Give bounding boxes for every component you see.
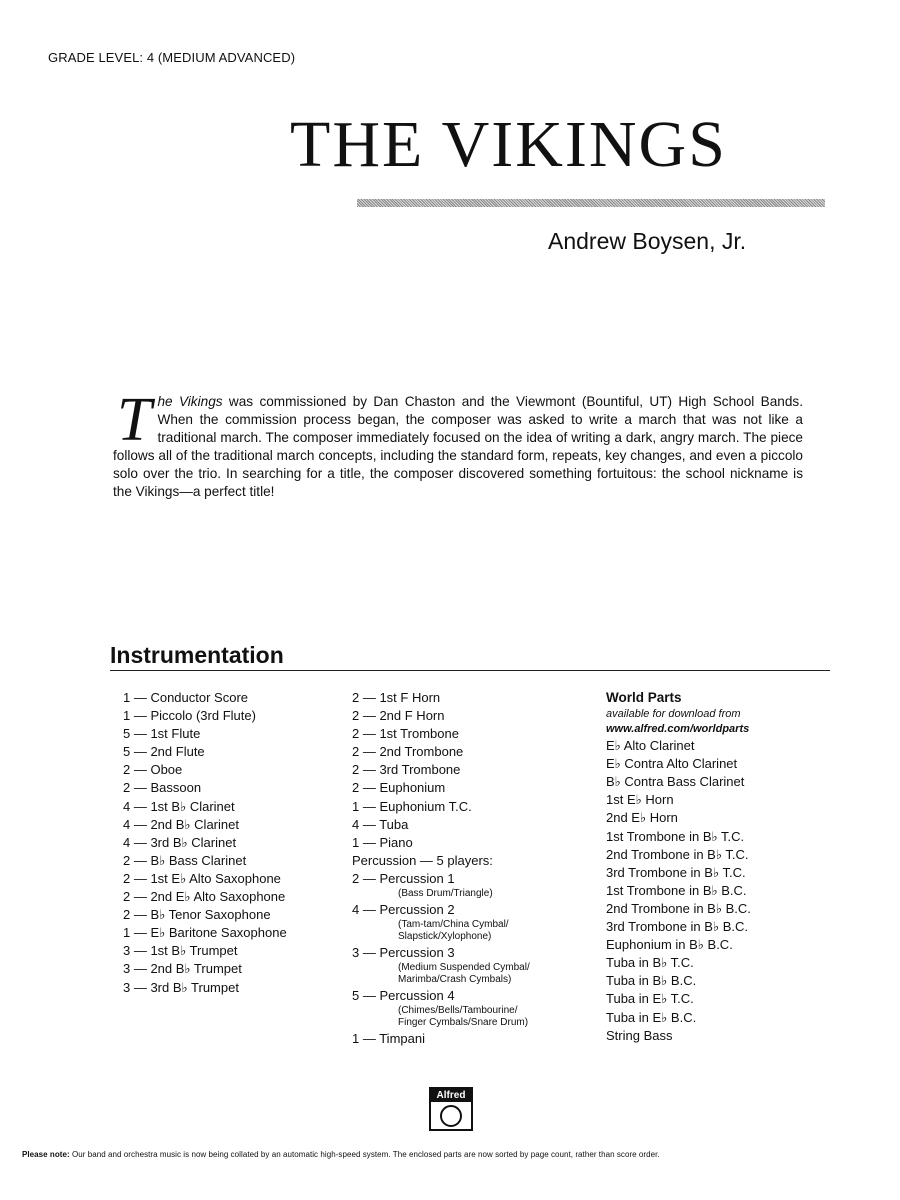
world-part-item: B♭ Contra Bass Clarinet: [606, 774, 745, 790]
program-notes: [113, 386, 803, 502]
world-part-item: Tuba in B♭ T.C.: [606, 955, 694, 971]
world-part-item: 1st E♭ Horn: [606, 792, 674, 808]
world-part-item: 2nd E♭ Horn: [606, 810, 678, 826]
world-parts-link[interactable]: www.alfred.com/worldparts: [606, 723, 750, 736]
world-part-item: 1st Trombone in B♭ T.C.: [606, 828, 745, 844]
instrument-item: 5 — Percussion 4: [352, 987, 455, 1003]
instrument-item: 2 — Percussion 1: [352, 870, 455, 886]
instrument-detail: (Tam-tam/China Cymbal/: [398, 918, 509, 930]
world-part-item: Tuba in B♭ B.C.: [606, 973, 697, 989]
instrument-item: 2 — 2nd F Horn: [352, 708, 445, 724]
instrument-item: 4 — Tuba: [352, 816, 409, 832]
world-part-item: Tuba in E♭ B.C.: [606, 1009, 697, 1025]
instrument-detail: Marimba/Crash Cymbals): [398, 974, 512, 986]
composer-name: Andrew Boysen, Jr.: [548, 228, 747, 254]
instrumentation-divider: [110, 670, 830, 671]
instrument-item: 3 — 3rd B♭ Trumpet: [123, 979, 239, 995]
instrument-item: Percussion — 5 players:: [352, 852, 493, 868]
world-part-item: E♭ Contra Alto Clarinet: [606, 756, 738, 772]
instrument-list-column-2: [352, 689, 530, 1048]
world-part-item: 3rd Trombone in B♭ T.C.: [606, 864, 746, 880]
instrument-detail: (Bass Drum/Triangle): [398, 888, 493, 900]
instrument-item: 2 — Euphonium: [352, 780, 446, 796]
instrument-item: 4 — Percussion 2: [352, 901, 455, 917]
instrument-item: 1 — Piccolo (3rd Flute): [123, 708, 256, 724]
instrument-item: 2 — B♭ Tenor Saxophone: [123, 907, 271, 923]
instrument-item: 5 — 1st Flute: [123, 726, 201, 742]
instrument-detail: (Medium Suspended Cymbal/: [398, 961, 530, 973]
world-part-item: 2nd Trombone in B♭ T.C.: [606, 846, 749, 862]
instrument-item: 4 — 2nd B♭ Clarinet: [123, 816, 239, 832]
instrument-item: 3 — Percussion 3: [352, 944, 455, 960]
instrument-item: 3 — 2nd B♭ Trumpet: [123, 961, 242, 977]
world-part-item: E♭ Alto Clarinet: [606, 738, 695, 754]
note-text: Our band and orchestra music is now being collated by an automatic high-speed system. The enclosed parts are now sorted by page count, rather than score order.: [69, 1150, 660, 1159]
instrument-item: 2 — 2nd Trombone: [352, 744, 464, 760]
world-part-item: 1st Trombone in B♭ B.C.: [606, 882, 747, 898]
collation-note: [22, 1150, 877, 1159]
instrument-item: 2 — 1st F Horn: [352, 690, 441, 705]
world-parts-subtitle: available for download from: [606, 708, 741, 721]
drop-cap: T: [117, 386, 152, 454]
alfred-logo-circle-icon: [440, 1105, 462, 1127]
instrument-item: 1 — Piano: [352, 834, 413, 850]
program-notes-text: was commissioned by Dan Chaston and the Viewmont (Bountiful, UT) High School Bands. When the commission process began, the composer was asked to write a march that was not like a traditional march. The composer immediately focused on the idea of writing a dark, angry march. The piece follows all of the traditional march concepts, including the standard form, repeats, key changes, and even a piccolo solo over the trio. In searching for a title, the composer discovered something fortuitous: the school nickname is the Vikings—a perfect title!: [113, 394, 803, 500]
instrument-detail: (Chimes/Bells/Tambourine/: [398, 1004, 518, 1016]
world-part-item: 3rd Trombone in B♭ B.C.: [606, 919, 748, 935]
page-title: THE VIKINGS: [290, 108, 727, 181]
instrument-item: 1 — E♭ Baritone Saxophone: [123, 925, 287, 941]
instrument-item: 1 — Timpani: [352, 1030, 425, 1046]
title-divider: [357, 199, 825, 207]
note-label: Please note:: [22, 1150, 70, 1159]
world-parts-column: [606, 689, 751, 1045]
italic-title: he Vikings: [157, 394, 223, 409]
alfred-logo-text: Alfred: [431, 1089, 471, 1102]
instrument-item: 4 — 1st B♭ Clarinet: [123, 798, 235, 814]
alfred-logo: [429, 1087, 473, 1131]
instrumentation-heading: Instrumentation: [110, 642, 284, 668]
instrument-detail: Finger Cymbals/Snare Drum): [398, 1017, 529, 1029]
instrument-item: 2 — Bassoon: [123, 780, 202, 796]
instrument-item: 2 — 1st E♭ Alto Saxophone: [123, 870, 281, 886]
world-part-item: Euphonium in B♭ B.C.: [606, 937, 733, 953]
instrument-item: 5 — 2nd Flute: [123, 744, 205, 760]
instrument-list-column-1: [123, 689, 287, 997]
instrument-item: 2 — B♭ Bass Clarinet: [123, 852, 247, 868]
world-parts-title: World Parts: [606, 690, 682, 705]
world-part-item: Tuba in E♭ T.C.: [606, 991, 694, 1007]
world-part-item: String Bass: [606, 1027, 673, 1043]
world-part-item: 2nd Trombone in B♭ B.C.: [606, 900, 751, 916]
instrument-detail: Slapstick/Xylophone): [398, 931, 492, 943]
grade-level: GRADE LEVEL: 4 (MEDIUM ADVANCED): [48, 50, 296, 65]
instrument-item: 2 — 3rd Trombone: [352, 762, 461, 778]
world-parts-list: [606, 737, 751, 1045]
instrument-item: 4 — 3rd B♭ Clarinet: [123, 834, 237, 850]
instrument-item: 2 — Oboe: [123, 762, 183, 778]
instrument-item: 1 — Euphonium T.C.: [352, 798, 472, 814]
instrument-item: 3 — 1st B♭ Trumpet: [123, 943, 238, 959]
instrument-item: 1 — Conductor Score: [123, 690, 249, 705]
instrument-item: 2 — 1st Trombone: [352, 726, 459, 742]
instrument-item: 2 — 2nd E♭ Alto Saxophone: [123, 889, 286, 905]
